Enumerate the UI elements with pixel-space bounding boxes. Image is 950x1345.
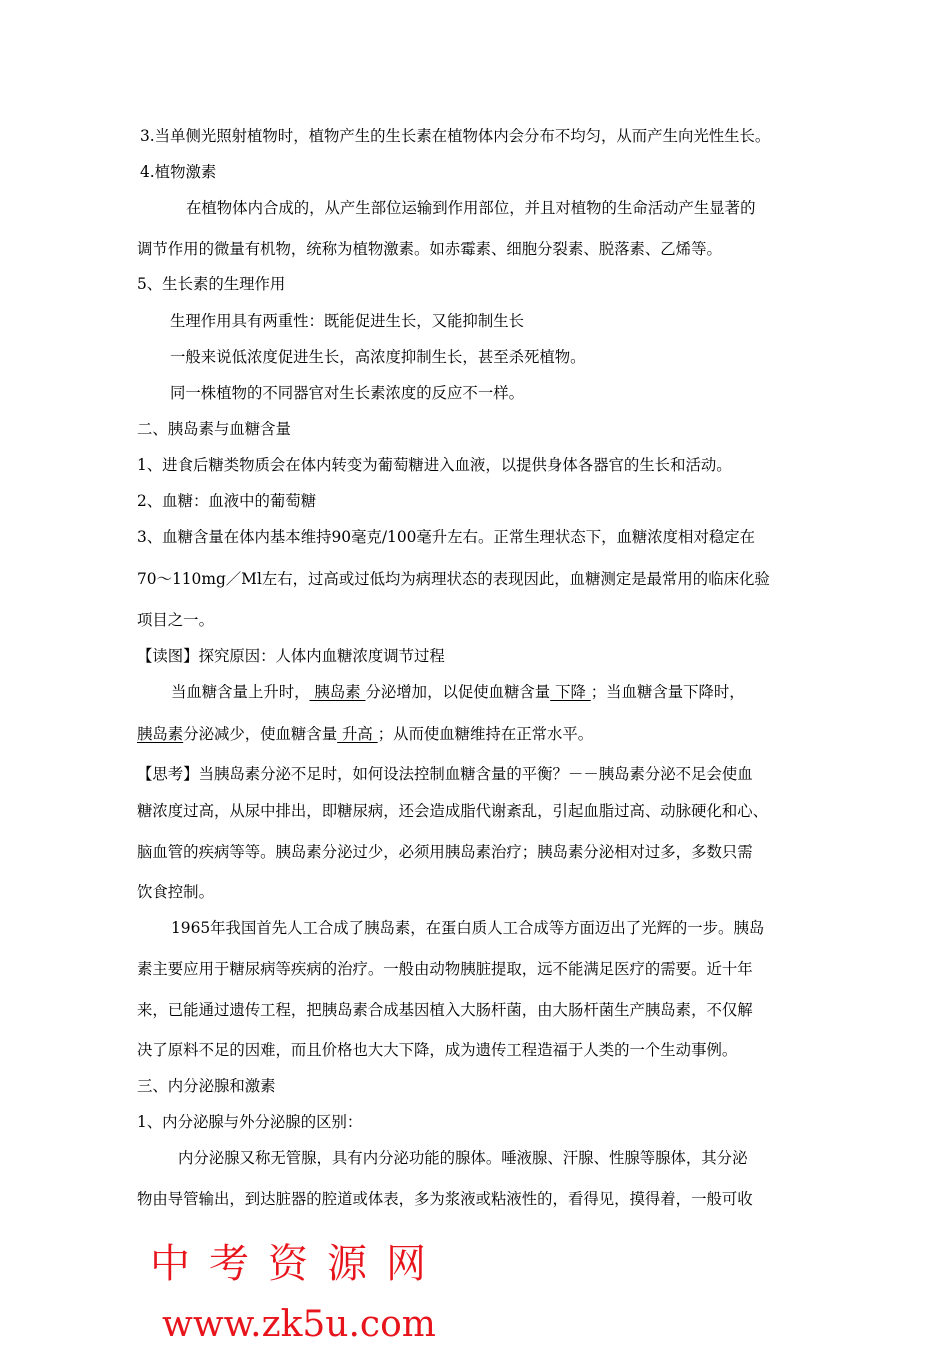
text-line: 在植物体内合成的，从产生部位运输到作用部位，并且对植物的生命活动产生显著的 [186,199,756,217]
answer-blank: 升高 [337,725,378,743]
answer-blank: 胰岛素 [137,725,184,743]
text-line: 【思考】当胰岛素分泌不足时，如何设法控制血糖含量的平衡？－－胰岛素分泌不足会使血 [137,765,753,783]
footer-site-title: 中考资源网 [150,1241,445,1287]
text-line: 生理作用具有两重性：既能促进生长，又能抑制生长 [170,312,524,330]
fill-in-line [171,681,745,703]
answer-blank: 胰岛素 [309,683,366,701]
text-line: 内分泌腺又称无管腺，具有内分泌功能的腺体。唾液腺、汗腺、性腺等腺体，其分泌 [178,1149,748,1167]
text-line: 物由导管输出，到达脏器的腔道或体表，多为浆液或粘液性的，看得见，摸得着，一般可收 [137,1190,753,1208]
section-heading: 4.植物激素 [140,163,217,181]
text-line: 2、血糖：血液中的葡萄糖 [137,492,317,510]
section-heading: 5、生长素的生理作用 [137,275,286,293]
text-line: 一般来说低浓度促进生长，高浓度抑制生长，甚至杀死植物。 [170,348,586,366]
answer-blank: 下降 [550,683,591,701]
text-line: 3、血糖含量在体内基本维持90毫克/100毫升左右。正常生理状态下，血糖浓度相对稳定在 [137,528,756,546]
text-line: 1、进食后糖类物质会在体内转变为葡萄糖进入血液，以提供身体各器官的生长和活动。 [137,456,732,474]
text-segment: 分泌增加，以促使血糖含量 [365,683,551,701]
text-segment: 分泌减少，使血糖含量 [183,725,338,743]
text-segment: ；从而使血糖维持在正常水平。 [377,725,594,743]
text-line: 来，已能通过遗传工程，把胰岛素合成基因植入大肠杆菌，由大肠杆菌生产胰岛素，不仅解 [137,1001,753,1019]
text-line: 1965年我国首先人工合成了胰岛素，在蛋白质人工合成等方面迈出了光辉的一步。胰岛 [171,919,765,937]
text-line: 调节作用的微量有机物，统称为植物激素。如赤霉素、细胞分裂素、脱落素、乙烯等。 [137,240,722,258]
text-line: 1、内分泌腺与外分泌腺的区别： [137,1113,363,1131]
text-line: 3.当单侧光照射植物时，植物产生的生长素在植物体内会分布不均匀，从而产生向光性生长。 [140,127,771,145]
text-line: 饮食控制。 [137,883,214,901]
fill-in-line [137,723,593,745]
text-line: 70～110mg／Ml左右，过高或过低均为病理状态的表现因此，血糖测定是最常用的临床化验 [137,570,770,588]
text-line: 素主要应用于糖尿病等疾病的治疗。一般由动物胰脏提取，远不能满足医疗的需要。近十年 [137,960,753,978]
text-line: 脑血管的疾病等等。胰岛素分泌过少，必须用胰岛素治疗；胰岛素分泌相对过多，多数只需 [137,843,753,861]
text-line: 糖浓度过高，从尿中排出，即糖尿病，还会造成脂代谢紊乱，引起血脂过高、动脉硬化和心、 [137,802,769,820]
footer-site-url[interactable]: www.zk5u.com [162,1304,436,1345]
section-heading: 三、内分泌腺和激素 [137,1077,276,1095]
text-line: 项目之一。 [137,611,214,629]
text-segment: 当血糖含量上升时， [171,683,310,701]
text-line: 同一株植物的不同器官对生长素浓度的反应不一样。 [170,384,524,402]
section-heading: 二、胰岛素与血糖含量 [137,420,291,438]
text-segment: ；当血糖含量下降时， [590,683,745,701]
text-line: 决了原料不足的因难，而且价格也大大下降，成为遗传工程造福于人类的一个生动事例。 [137,1041,738,1059]
section-heading: 【读图】探究原因：人体内血糖浓度调节过程 [137,647,445,665]
